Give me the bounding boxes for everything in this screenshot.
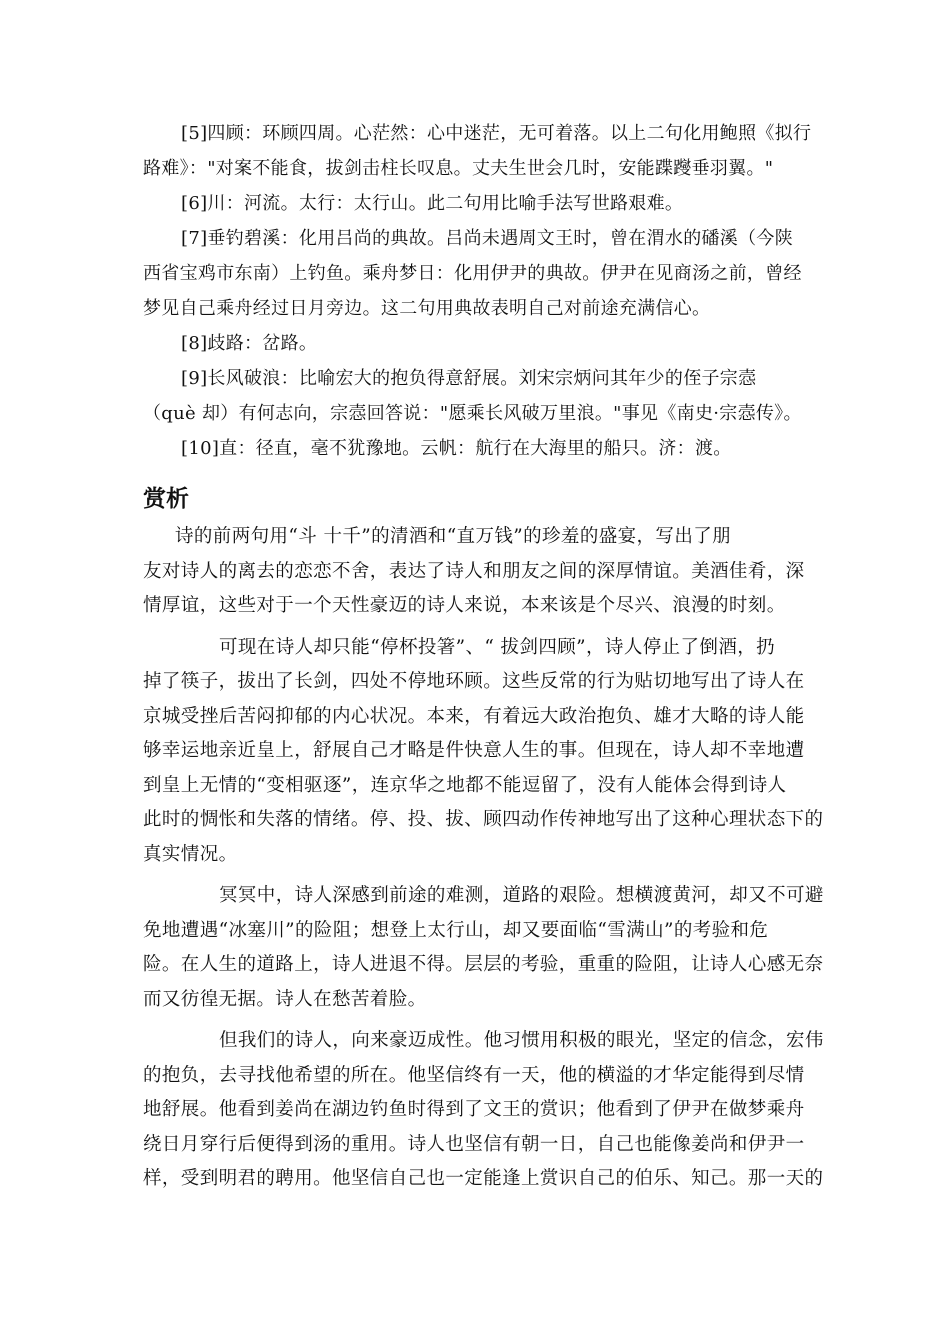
analysis-para-4-line-4: 绕日月穿行后便得到汤的重用。诗人也坚信有朝一日，自己也能像姜尚和伊尹一 xyxy=(143,1133,805,1155)
note-7-line-2: 西省宝鸡市东南）上钓鱼。乘舟梦日：化用伊尹的典故。伊尹在见商汤之前，曾经 xyxy=(143,263,802,284)
note-9-line-2: （què 却）有何志向，宗悫回答说："愿乘长风破万里浪。"事见《南史·宗悫传》。 xyxy=(143,403,802,424)
analysis-para-3-line-3: 险。在人生的道路上，诗人进退不得。层层的考验，重重的险阻，让诗人心感无奈 xyxy=(143,954,824,975)
analysis-para-4-line-1: 但我们的诗人，向来豪迈成性。他习惯用积极的眼光，坚定的信念，宏伟 xyxy=(219,1030,824,1051)
analysis-para-3-line-1: 冥冥中，诗人深感到前途的难测，道路的艰险。想横渡黄河，却又不可避 xyxy=(219,885,824,906)
note-9-line-1: [9]长风破浪：比喻宏大的抱负得意舒展。刘宋宗炳问其年少的侄子宗悫 xyxy=(181,368,757,389)
analysis-para-2-line-4: 够幸运地亲近皇上，舒展自己才略是件快意人生的事。但现在，诗人却不幸地遭 xyxy=(143,740,805,761)
analysis-para-2-line-5: 到皇上无情的“变相驱逐”，连京华之地都不能逗留了，没有人能体会得到诗人 xyxy=(143,774,787,796)
analysis-para-2-line-6: 此时的惆怅和失落的情绪。停、投、拔、顾四动作传神地写出了这种心理状态下的 xyxy=(143,809,824,830)
note-7-line-1: [7]垂钓碧溪：化用吕尚的典故。吕尚未遇周文王时，曾在渭水的磻溪（今陕 xyxy=(181,228,793,249)
note-6-line-1: [6]川：河流。太行：太行山。此二句用比喻手法写世路艰难。 xyxy=(181,193,684,214)
note-5-line-1: [5]四顾：环顾四周。心茫然：心中迷茫，无可着落。以上二句化用鲍照《拟行 xyxy=(181,123,812,144)
analysis-para-1-line-2: 友对诗人的离去的恋恋不舍，表达了诗人和朋友之间的深厚情谊。美酒佳肴，深 xyxy=(143,560,805,582)
annotation-notes xyxy=(143,116,813,466)
analysis-para-2-line-7: 真实情况。 xyxy=(143,843,238,865)
analysis-para-1-line-1: 诗的前两句用“斗 十千”的清酒和“直万钱”的珍羞的盛宴，写出了朋 xyxy=(175,526,732,547)
analysis-para-1-line-3: 情厚谊，这些对于一个天性豪迈的诗人来说，本来该是个尽兴、浪漫的时刻。 xyxy=(143,595,786,616)
note-7-line-3: 梦见自己乘舟经过日月旁边。这二句用典故表明自己对前途充满信心。 xyxy=(143,298,711,319)
analysis-body xyxy=(143,520,824,1197)
note-5-line-2: 路难》："对案不能食，拔剑击柱长叹息。丈夫生世会几时，安能蹀躞垂羽翼。" xyxy=(143,158,774,179)
analysis-para-4-line-2: 的抱负，去寻找他希望的所在。他坚信终有一天，他的横溢的才华定能得到尽情 xyxy=(143,1064,805,1086)
note-10-line-1: [10]直：径直，毫不犹豫地。云帆：航行在大海里的船只。济：渡。 xyxy=(181,438,732,459)
analysis-para-2-line-2: 掉了筷子，拔出了长剑，四处不停地环顾。这些反常的行为贴切地写出了诗人在 xyxy=(143,671,805,692)
analysis-para-4-line-3: 地舒展。他看到姜尚在湖边钓鱼时得到了文王的赏识；他看到了伊尹在做梦乘舟 xyxy=(143,1099,805,1120)
analysis-para-2-line-1: 可现在诗人却只能“停杯投箸”、“ 拔剑四顾”，诗人停止了倒酒，扔 xyxy=(219,636,776,658)
section-heading-analysis: 赏析 xyxy=(143,486,189,512)
analysis-para-3-line-4: 而又彷徨无据。诗人在愁苦着脸。 xyxy=(143,988,427,1010)
note-8-line-1: [8]歧路：岔路。 xyxy=(181,333,318,354)
analysis-para-4-line-5: 样，受到明君的聘用。他坚信自己也一定能逢上赏识自己的伯乐、知己。那一天的 xyxy=(143,1168,824,1189)
analysis-para-3-line-2: 免地遭遇“冰塞川”的险阻；想登上太行山，却又要面临“雪满山”的考验和危 xyxy=(143,919,769,941)
analysis-para-2-line-3: 京城受挫后苦闷抑郁的内心状况。本来，有着远大政治抱负、雄才大略的诗人能 xyxy=(143,705,805,727)
